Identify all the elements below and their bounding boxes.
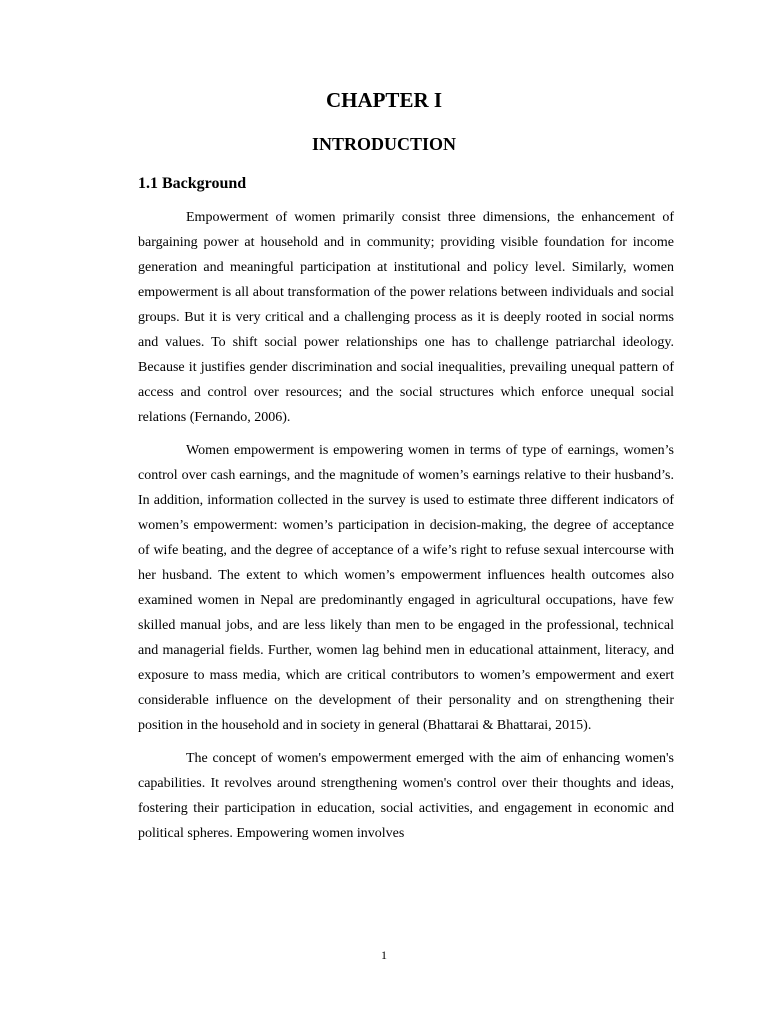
chapter-title: CHAPTER I [325,88,443,112]
paragraph: Women empowerment is empowering women in terms of type of earnings, women’s control over cash earnings, and the magnitude of women’s earnings relative to their husband’s. In addition, information collected in the survey is used to estimate three different indicators of women’s empowerment: women’s participation in decision-making, the degree of acceptance of wife beating, and the degree of acceptance of a wife’s right to refuse sexual intercourse with her husband. The extent to which women’s empowerment influences health outcomes also examined women in Nepal are predominantly engaged in agricultural occupations, have few skilled manual jobs, and are less likely than men to be engaged in the professional, technical and managerial fields. Further, women lag behind men in educational attainment, literacy, and exposure to mass media, which are critical contributors to women’s empowerment and exert considerable influence on the development of their personality and on strengthening their position in the household and in society in general (Bhattarai & Bhattarai, 2015). [138,443,674,733]
paragraph: Empowerment of women primarily consist three dimensions, the enhancement of bargaining power at household and in community; providing visible foundation for income generation and meaningful participation at institutional and policy level. Similarly, women empowerment is all about transformation of the power relations between individuals and social groups. But it is very critical and a challenging process as it is deeply rooted in social norms and values. To shift social power relationships one has to challenge patriarchal ideology. Because it justifies gender discrimination and social inequalities, prevailing unequal pattern of access and control over resources; and the social structures which enforce unequal social relations (Fernando, 2006). [138,210,674,425]
paragraph: The concept of women's empowerment emerged with the aim of enhancing women's capabilities. It revolves around strengthening women's control over their thoughts and ideas, fostering their participation in education, social activities, and engagement in economic and political spheres. Empowering women involves [138,751,674,841]
chapter-subtitle: INTRODUCTION [311,134,457,154]
section-heading: 1.1 Background [138,175,247,192]
page-number: 1 [381,948,387,962]
body-text [138,205,674,854]
